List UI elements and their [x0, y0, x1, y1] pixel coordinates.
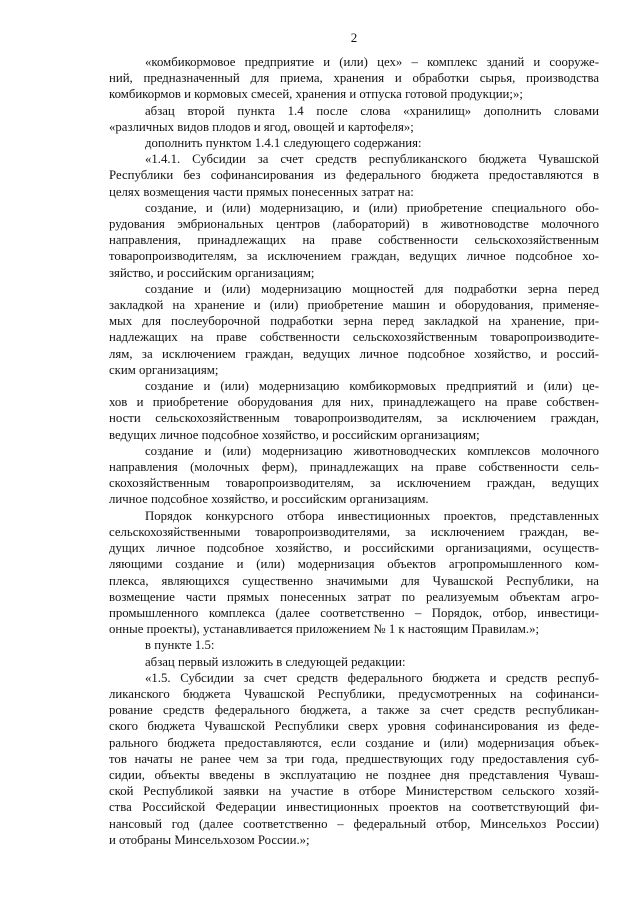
text-line: ликанского бюджета Чувашской Республики, предусмотренных на софинанси-	[109, 686, 599, 701]
text-line: «1.4.1. Субсидии за счет средств республиканского бюджета Чувашской	[145, 152, 599, 167]
text-line: плекса, являющихся существенно значимыми для Чувашской Республики, на	[109, 573, 599, 588]
text-line: промышленного комплекса (далее соответственно – Порядок, отбор, инвестици-	[109, 605, 599, 620]
text-line: хов и приобретение оборудования для них, принадлежащего на праве собствен-	[109, 395, 599, 410]
text-line: ляющими создание и (или) модернизация объектов агропромышленного ком-	[109, 557, 599, 572]
text-line: и отобраны Минсельхозом России.»;	[109, 832, 310, 847]
text-line: создание и (или) модернизацию мощностей для подработки зерна перед	[145, 281, 599, 296]
text-line: в пункте 1.5:	[145, 638, 215, 653]
text-line: создание и (или) модернизацию комбикормовых предприятий и (или) це-	[145, 379, 599, 394]
text-line: абзац второй пункта 1.4 после слова «хранилищ» дополнить словами	[145, 103, 599, 118]
text-line: направления, принадлежащих на праве собственности сельскохозяйственным	[109, 233, 599, 248]
text-line: рального бюджета предоставляются, если создание и (или) модернизация объек-	[109, 735, 599, 750]
text-line: «1.5. Субсидии за счет средств федерального бюджета и средств респуб-	[145, 670, 599, 685]
document-body	[109, 54, 599, 848]
text-line: мых для послеуборочной подработки зерна перед закладкой на хранение, при-	[109, 314, 599, 329]
text-line: ским организациям;	[109, 362, 219, 377]
text-line: нансовый год (далее соответственно – федеральный отбор, Минсельхоз России)	[109, 816, 599, 831]
text-line: направления (молочных ферм), принадлежащих на праве собственности сель-	[109, 460, 599, 475]
text-line: Республики без софинансирования из федерального бюджета предоставляются в	[109, 168, 599, 183]
text-line: надлежащих на праве собственности сельскохозяйственным товаропроизводите-	[109, 330, 599, 345]
text-line: закладкой на хранение и (или) приобретение машин и оборудования, применяе-	[109, 298, 599, 313]
page-number: 2	[350, 30, 358, 45]
text-line: личное подсобное хозяйство, и российским организациям.	[109, 492, 429, 507]
text-line: возмещение части прямых понесенных затрат по реализуемым объектам агро-	[109, 589, 599, 604]
text-line: дополнить пунктом 1.4.1 следующего содержания:	[145, 136, 422, 151]
text-line: лям, за исключением граждан, ведущих личное подсобное хозяйство, и россий-	[109, 346, 599, 361]
text-line: дущих личное подсобное хозяйство, и российскими организациями, осуществ-	[109, 541, 599, 556]
text-line: ведущих личное подсобное хозяйство, и российским организациям;	[109, 427, 480, 442]
text-line: абзац первый изложить в следующей редакции:	[145, 654, 406, 669]
text-line: создание и (или) модернизацию животноводческих комплексов молочного	[145, 443, 599, 458]
text-line: зяйство, и российским организациям;	[109, 265, 315, 280]
text-line: рудования эмбриональных центров (лабораторий) в животноводстве молочного	[109, 217, 599, 232]
text-line: онные проекты), устанавливается приложением № 1 к настоящим Правилам.»;	[109, 622, 540, 637]
text-line: «комбикормовое предприятие и (или) цех» – комплекс зданий и сооруже-	[145, 55, 599, 69]
text-line: комбикормов и кормовых смесей, хранения и отпуска готовой продукции;»;	[109, 87, 523, 102]
text-line: ности сельскохозяйственным товаропроизводителям, за исключением граждан,	[109, 411, 599, 426]
text-line: скохозяйственным товаропроизводителям, за исключением граждан, ведущих	[109, 476, 599, 491]
text-line: тов начаты не ранее чем за три года, предшествующих году предоставления суб-	[109, 751, 599, 766]
text-line: ний, предназначенный для приема, хранения и обработки сырья, производства	[109, 71, 599, 86]
text-line: рование средств федерального бюджета, а также за счет средств республикан-	[109, 703, 599, 718]
text-line: сидии, объекты введены в эксплуатацию не позднее дня представления Чуваш-	[109, 767, 599, 782]
text-line: целях возмещения части прямых понесенных затрат на:	[109, 184, 414, 199]
text-line: «различных видов плодов и ягод, овощей и картофеля»;	[109, 119, 414, 134]
text-line: ского бюджета Чувашской Республики сверх уровня софинансирования из феде-	[109, 719, 599, 734]
text-line: ства Российской Федерации инвестиционных проектов на соответствующий фи-	[109, 800, 599, 815]
text-line: Порядок конкурсного отбора инвестиционных проектов, представленных	[145, 508, 599, 523]
text-line: ской Республикой заявки на участие в отборе Министерством сельского хозяй-	[109, 784, 599, 799]
text-line: создание, и (или) модернизацию, и (или) приобретение специального обо-	[145, 200, 599, 215]
text-line: товаропроизводителям, за исключением граждан, ведущих личное подсобное хо-	[109, 249, 599, 264]
text-line: сельскохозяйственными товаропроизводителями, за исключением граждан, ве-	[109, 524, 599, 539]
